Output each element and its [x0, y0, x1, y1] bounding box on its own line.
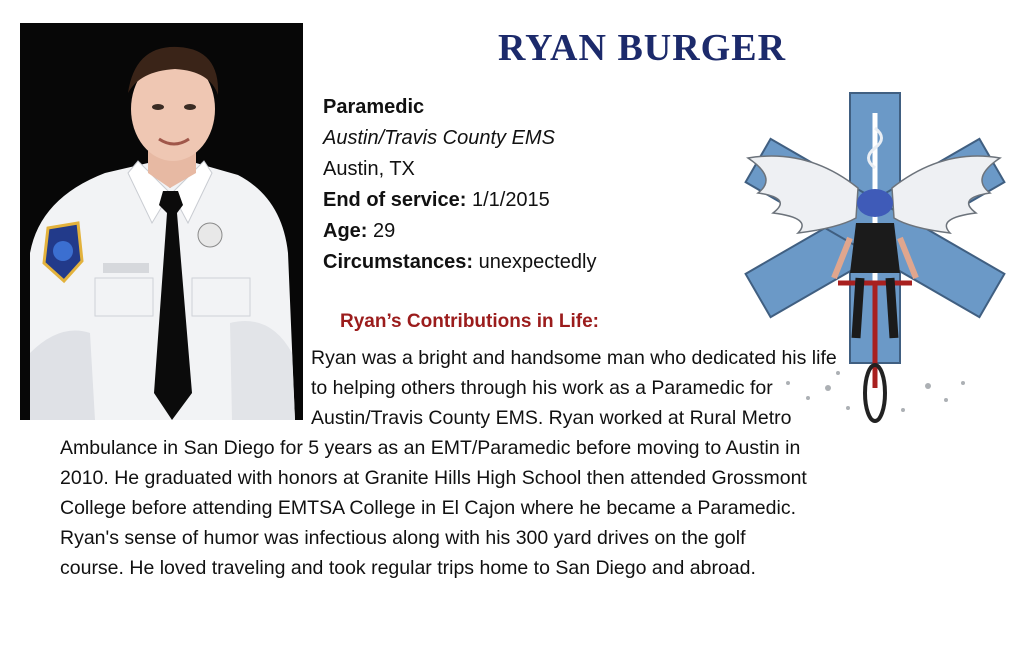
bio-paragraph-bottom [60, 433, 807, 583]
contributions-heading: Ryan’s Contributions in Life: [340, 311, 599, 332]
bio-line: 2010. He graduated with honors at Granite Hills High School then attended Grossmont [60, 467, 807, 489]
bio-line: to helping others through his work as a Paramedic for [311, 377, 773, 399]
agency: Austin/Travis County EMS [323, 127, 555, 149]
circumstances-value: unexpectedly [478, 251, 597, 273]
portrait-photo [20, 23, 303, 420]
role-row [323, 92, 597, 123]
age-value: 29 [373, 220, 396, 242]
circumstances-row [323, 247, 597, 278]
bio-line: Ryan was a bright and handsome man who dedicated his life [311, 347, 837, 369]
bio-line: College before attending EMTSA College in El Cajon where he became a Paramedic. [60, 497, 797, 519]
bio-paragraph-top [311, 343, 837, 433]
bio-line: Ambulance in San Diego for 5 years as an EMT/Paramedic before moving to Austin in [60, 437, 801, 459]
bio-line: Ryan's sense of humor was infectious along with his 300 yard drives on the golf [60, 527, 746, 549]
bio-line: course. He loved traveling and took regular trips home to San Diego and abroad. [60, 557, 756, 579]
paramedic-portrait-illustration [20, 23, 303, 420]
end-of-service-label: End of service: [323, 189, 467, 211]
age-label: Age: [323, 220, 368, 242]
bio-line: Austin/Travis County EMS. Ryan worked at Rural Metro [311, 407, 792, 429]
location: Austin, TX [323, 158, 415, 180]
age-row [323, 216, 597, 247]
end-of-service-value: 1/1/2015 [471, 189, 550, 211]
person-name-title: RYAN BURGER [498, 27, 787, 69]
circumstances-label: Circumstances: [323, 251, 474, 273]
role: Paramedic [323, 96, 425, 118]
agency-row [323, 123, 597, 154]
end-of-service-row [323, 185, 597, 216]
info-block [323, 92, 597, 278]
